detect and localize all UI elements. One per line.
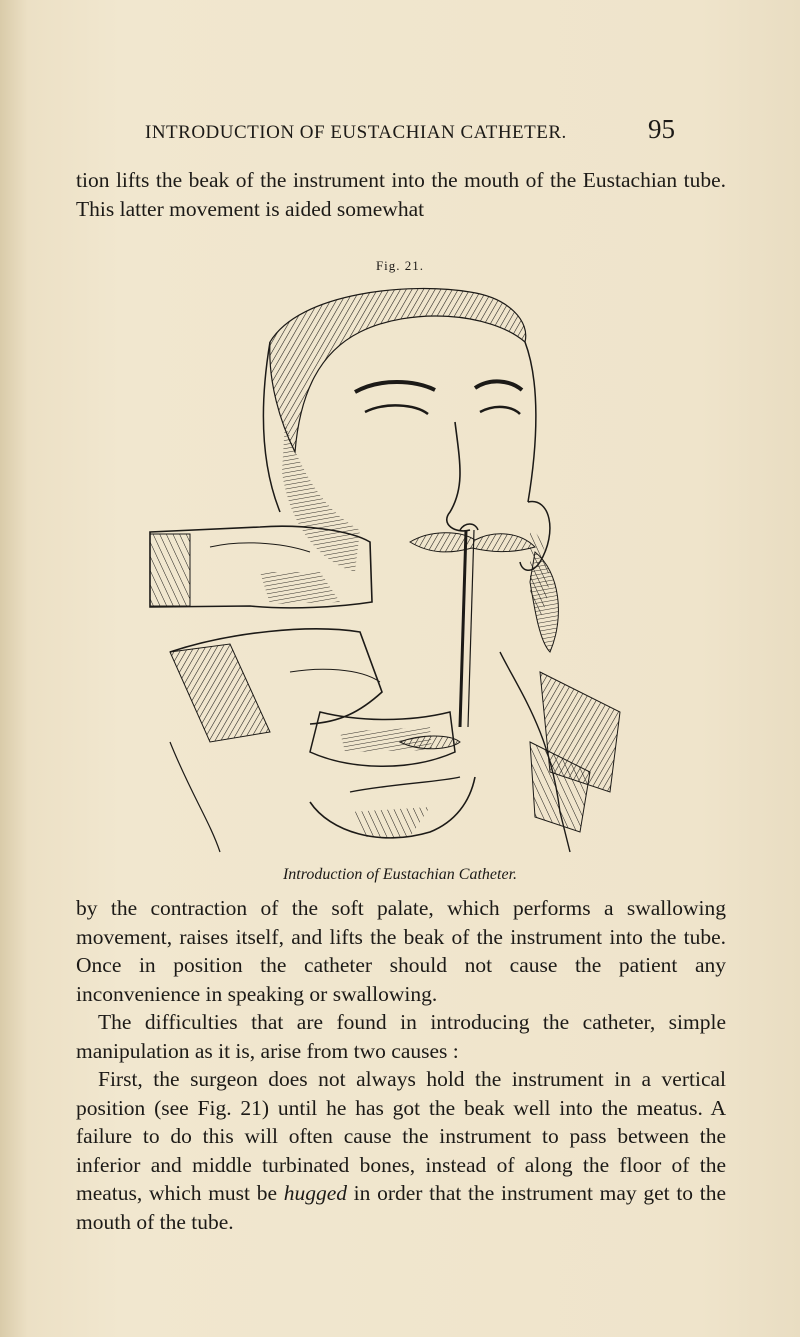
body-text	[76, 894, 726, 1236]
running-title: INTRODUCTION OF EUSTACHIAN CATHETER.	[145, 122, 567, 143]
paragraph-continuation: tion lifts the beak of the instrument into the mouth of the Eustachian tube. This latter movement is aided somewhat	[76, 168, 726, 221]
running-head	[0, 114, 800, 150]
paragraph-3-end: in order that the instrument may get to the mouth of the tube.	[76, 1181, 726, 1234]
paragraph-3-start: First, the surgeon does not always hold the instrument in a vertical position (see Fig. 21) until he has got the beak well into the meatus. A failure to do this will often cause the instrument to pass between the inferior and middle turbinated bones, instead of along the floor of the meatus, which must be	[76, 1067, 726, 1205]
paragraph-1: by the contraction of the soft palate, which performs a swallowing movement, raises itself, and lifts the beak of the instrument into the tube. Once in position the catheter should not cause the patient any inconvenience in speaking or swallowing.	[76, 896, 726, 1006]
catheter-illustration	[110, 272, 670, 864]
figure-caption: Introduction of Eustachian Catheter.	[282, 866, 518, 883]
paragraph-2: The difficulties that are found in introducing the catheter, simple manipulation as it is, arise from two causes :	[76, 1010, 726, 1063]
page-number: 95	[648, 114, 675, 144]
emphasis-hugged: hugged	[283, 1181, 347, 1205]
figure-label: Fig. 21.	[375, 258, 425, 273]
